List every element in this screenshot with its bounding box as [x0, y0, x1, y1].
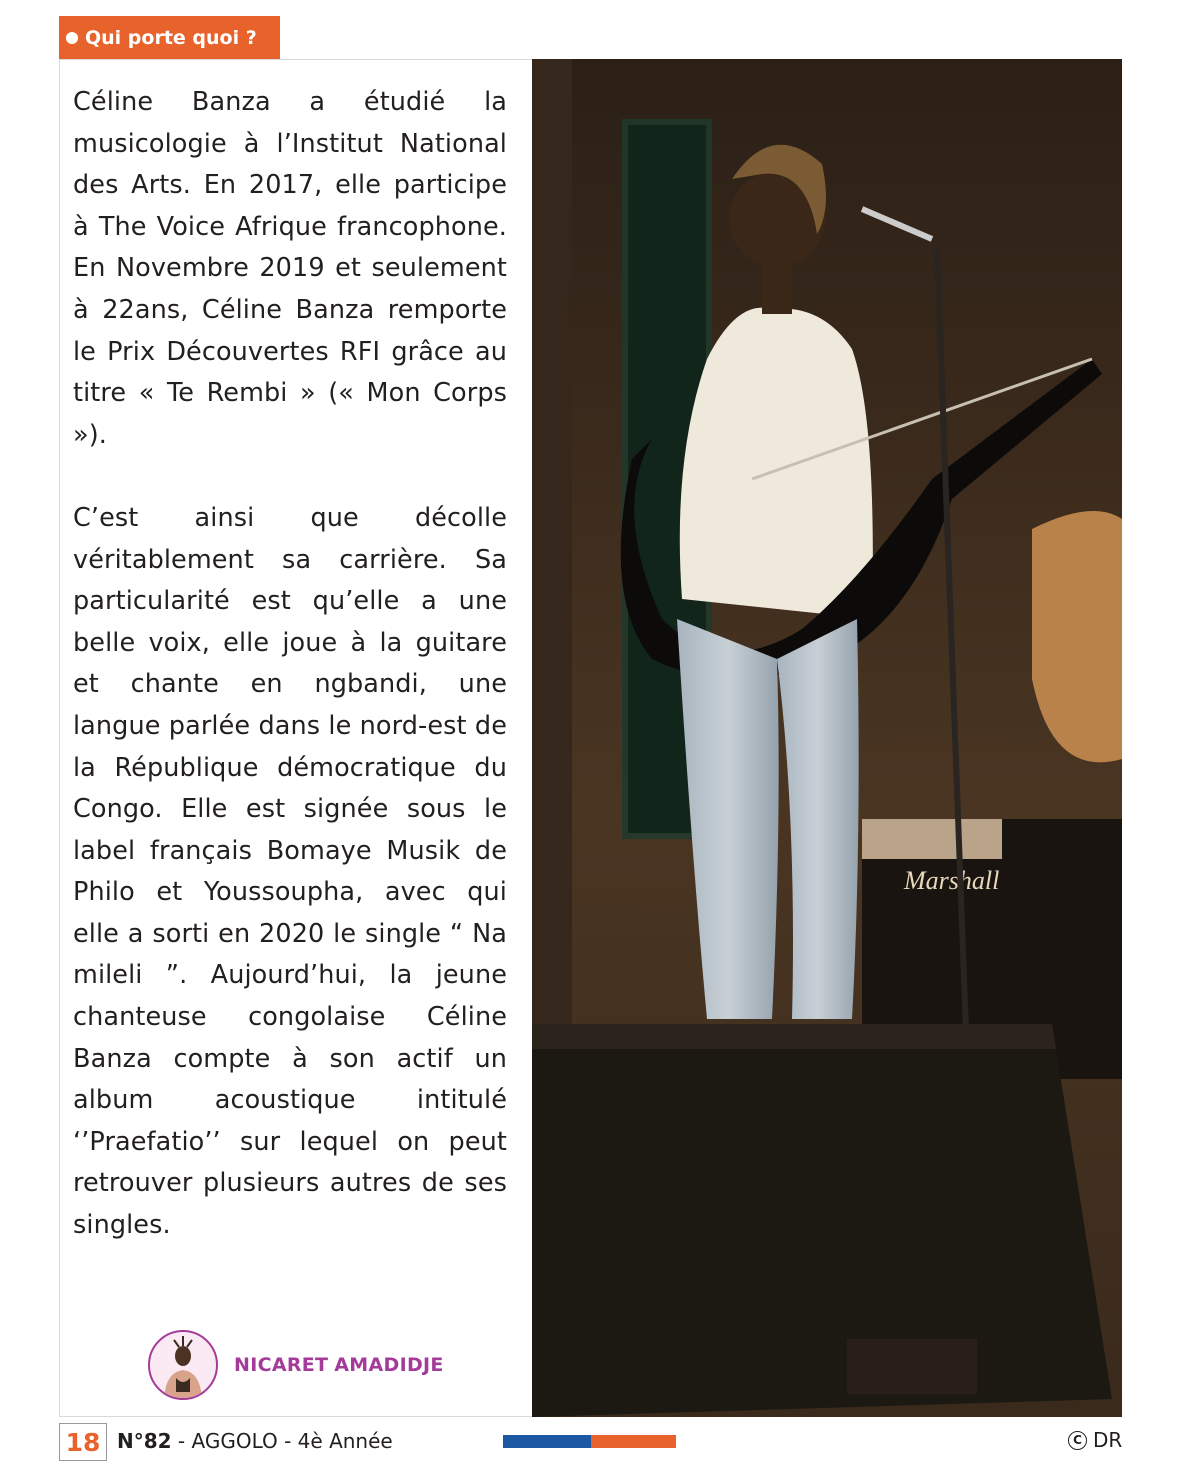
issue-details: - AGGOLO - 4è Année: [171, 1429, 393, 1453]
avatar: [148, 1330, 218, 1400]
author-first-name: NICARET: [234, 1354, 329, 1376]
author-name: [234, 1354, 444, 1376]
decor-bar-blue: [503, 1435, 591, 1448]
issue-info: [117, 1429, 393, 1453]
article-body: [73, 82, 507, 1288]
photo-credit: [1068, 1428, 1122, 1452]
article-paragraph: Céline Banza a étudié la musicologie à l’Institut National des Arts. En 2017, elle participe à The Voice Afrique francophone. En Novembre 2019 et seulement à 22ans, Céline Banza remporte le Prix Découvertes RFI grâce au titre « Te Rembi » (« Mon Corps »).: [73, 87, 507, 450]
author-last-name: AMADIDJE: [334, 1354, 444, 1376]
page-number: 18: [59, 1423, 107, 1461]
section-label: Qui porte quoi ?: [85, 26, 257, 49]
credit-text: DR: [1093, 1428, 1123, 1452]
issue-number: N°82: [117, 1429, 172, 1453]
author-byline: [148, 1330, 444, 1400]
copyright-icon: C: [1068, 1431, 1087, 1450]
decor-bar-orange: [591, 1435, 676, 1448]
section-tag: [59, 16, 280, 59]
bullet-icon: [66, 32, 78, 44]
concert-photo: [532, 59, 1122, 1417]
article-paragraph: C’est ainsi que décolle véritablement sa carrière. Sa particularité est qu’elle a une belle voix, elle joue à la guitare et chante en ngbandi, une langue parlée dans le nord-est de la République démocratique du Congo. Elle est signée sous le label français Bomaye Musik de Philo et Youssoupha, avec qui elle a sorti en 2020 le single “ Na mileli ”. Aujourd’hui, la jeune chanteuse congolaise Céline Banza compte à son actif un album acoustique intitulé ‘’Praefatio’’ sur lequel on peut retrouver plusieurs autres de ses singles.: [73, 502, 507, 1241]
amp-brand-text: Marshall: [904, 866, 1000, 895]
